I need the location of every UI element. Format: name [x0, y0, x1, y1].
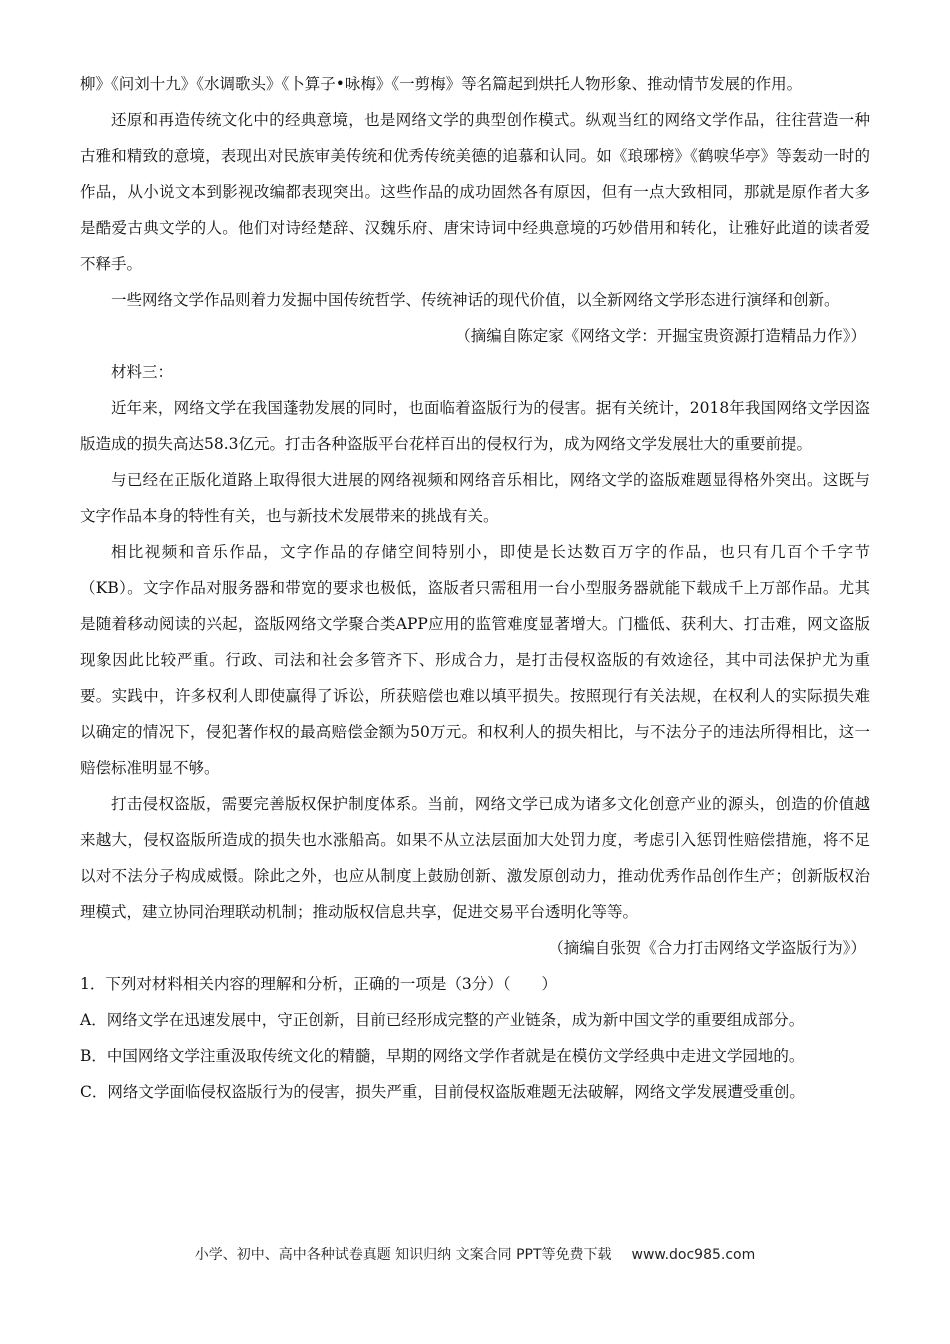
- question-option-b: B．中国网络文学注重汲取传统文化的精髓，早期的网络文学作者就是在模仿文学经典中走进文学园地的。: [80, 1047, 805, 1065]
- source-citation-zhang: （摘编自张贺《合力打击网络文学盗版行为》）: [548, 939, 866, 957]
- paragraph-piracy-comparison: 与已经在正版化道路上取得很大进展的网络视频和网络音乐相比，网络文学的盗版难题显得格外突出。这既与文字作品本身的特性有关，也与新技术发展带来的挑战有关。: [80, 471, 870, 525]
- question-option-c: C．网络文学面临侵权盗版行为的侵害，损失严重，目前侵权盗版难题无法破解，网络文学发展遭受重创。: [80, 1083, 805, 1101]
- page-footer: [0, 1244, 950, 1264]
- paragraph-copyright-system: 打击侵权盗版，需要完善版权保护制度体系。当前，网络文学已成为诸多文化创意产业的源头，创造的价值越来越大，侵权盗版所造成的损失也水涨船高。如果不从立法层面加大处罚力度，考虑引入惩罚性赔偿措施，将不足以对不法分子构成威慑。除此之外，也应从制度上鼓励创新、激发原创动力，推动优秀作品创作生产；创新版权治理模式，建立协同治理联动机制；推动版权信息共享，促进交易平台透明化等等。: [80, 795, 870, 921]
- paragraph-piracy-losses: 近年来，网络文学在我国蓬勃发展的同时，也面临着盗版行为的侵害。据有关统计，2018年我国网络文学因盗版造成的损失高达58.3亿元。打击各种盗版平台花样百出的侵权行为，成为网络文学发展壮大的重要前提。: [80, 399, 870, 453]
- source-citation-chen: （摘编自陈定家《网络文学：开掘宝贵资源打造精品力作》）: [455, 327, 866, 345]
- paragraph-continuation: 柳》《问刘十九》《水调歌头》《卜算子•咏梅》《一剪梅》等名篇起到烘托人物形象、推动情节发展的作用。: [80, 75, 803, 93]
- section-label-material-three: 材料三：: [111, 363, 174, 381]
- footer-url[interactable]: www.doc985.com: [631, 1247, 756, 1263]
- paragraph-classical-imagery: 还原和再造传统文化中的经典意境，也是网络文学的典型创作模式。纵观当红的网络文学作品，往往营造一种古雅和精致的意境，表现出对民族审美传统和优秀传统美德的追慕和认同。如《琅琊榜》《鹤唳华亭》等轰动一时的作品，从小说文本到影视改编都表现突出。这些作品的成功固然各有原因，但有一点大致相同，那就是原作者大多是酷爱古典文学的人。他们对诗经楚辞、汉魏乐府、唐宋诗词中经典意境的巧妙借用和转化，让雅好此道的读者爱不释手。: [80, 111, 870, 273]
- question-stem: 1．下列对材料相关内容的理解和分析，正确的一项是（3分）（ ）: [80, 975, 557, 993]
- paragraph-storage-characteristics: 相比视频和音乐作品，文字作品的存储空间特别小，即使是长达数百万字的作品，也只有几百个千字节（KB）。文字作品对服务器和带宽的要求也极低，盗版者只需租用一台小型服务器就能下载成千上万部作品。尤其是随着移动阅读的兴起，盗版网络文学聚合类APP应用的监管难度显著增大。门槛低、获利大、打击难，网文盗版现象因此比较严重。行政、司法和社会多管齐下、形成合力，是打击侵权盗版的有效途径，其中司法保护尤为重要。实践中，许多权利人即使赢得了诉讼，所获赔偿也难以填平损失。按照现行有关法规，在权利人的实际损失难以确定的情况下，侵犯著作权的最高赔偿金额为50万元。和权利人的损失相比，与不法分子的违法所得相比，这一赔偿标准明显不够。: [80, 543, 870, 777]
- question-option-a: A．网络文学在迅速发展中，守正创新，目前已经形成完整的产业链条，成为新中国文学的重要组成部分。: [80, 1011, 805, 1029]
- document-body: [80, 66, 870, 1110]
- footer-text: 小学、初中、高中各种试卷真题 知识归纳 文案合同 PPT等免费下载: [194, 1247, 612, 1263]
- paragraph-traditional-philosophy: 一些网络文学作品则着力发掘中国传统哲学、传统神话的现代价值，以全新网络文学形态进行演绎和创新。: [111, 291, 840, 309]
